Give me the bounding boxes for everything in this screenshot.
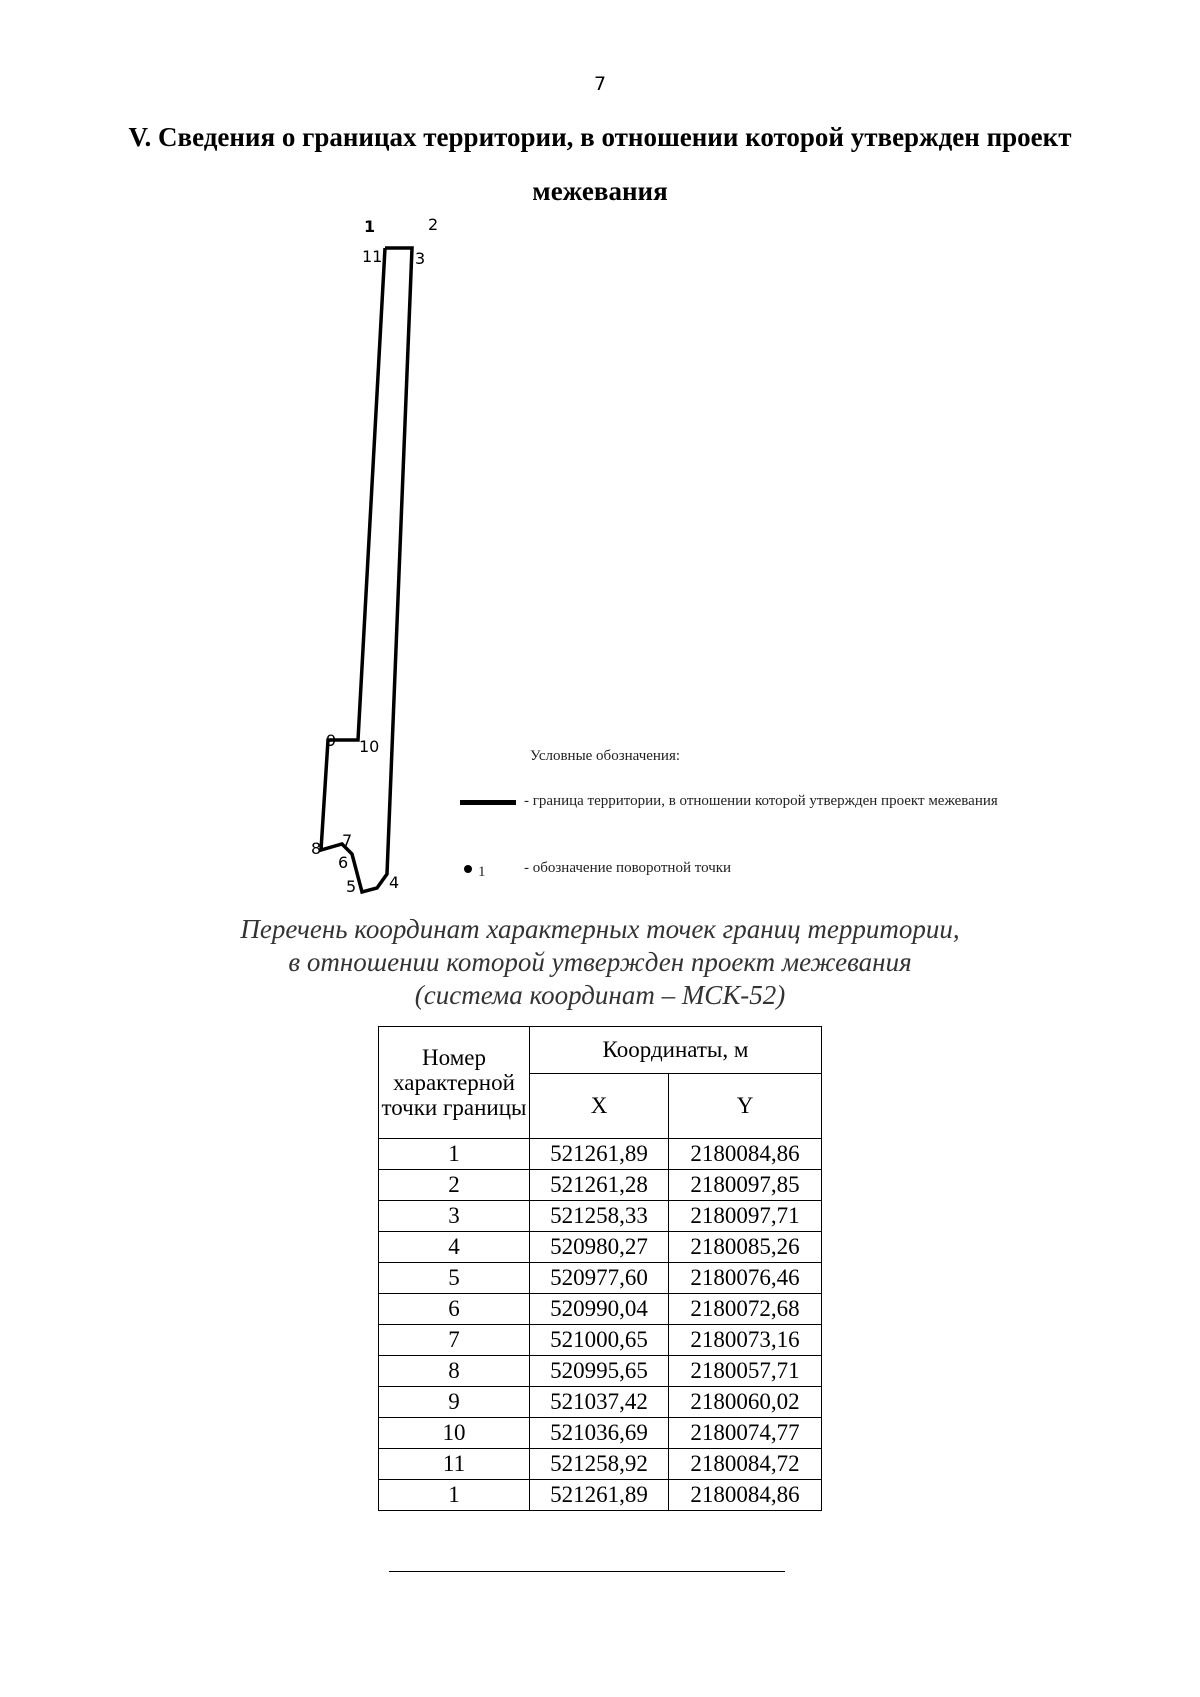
cell-y: 2180073,16 [669,1325,822,1356]
cell-x: 520980,27 [530,1232,669,1263]
table-row [379,1449,822,1480]
cell-point-number: 1 [379,1139,530,1170]
cell-y: 2180057,71 [669,1356,822,1387]
legend-boundary-text: - граница территории, в отношении которой утвержден проект межевания [524,793,998,809]
header-coordinates: Координаты, м [530,1027,822,1074]
header-point-number: Номер характерной точки границы [379,1027,530,1139]
cell-point-number: 7 [379,1325,530,1356]
point-label-9: 9 [326,731,337,750]
cell-point-number: 3 [379,1201,530,1232]
table-row [379,1480,822,1511]
cell-point-number: 6 [379,1294,530,1325]
cell-x: 521261,28 [530,1170,669,1201]
point-label-6: 6 [338,853,349,872]
cell-point-number: 11 [379,1449,530,1480]
point-label-11: 11 [362,247,383,266]
cell-point-number: 2 [379,1170,530,1201]
cell-y: 2180072,68 [669,1294,822,1325]
territory-boundary [321,248,412,892]
legend-point-text: - обозначение поворотной точки [524,860,732,876]
cell-y: 2180076,46 [669,1263,822,1294]
table-row [379,1170,822,1201]
cell-y: 2180084,86 [669,1480,822,1511]
cell-x: 521000,65 [530,1325,669,1356]
point-label-4: 4 [389,873,400,892]
section-title-line2: межевания [532,176,668,206]
cell-x: 520990,04 [530,1294,669,1325]
point-label-5: 5 [346,877,357,896]
table-row [379,1294,822,1325]
cell-point-number: 4 [379,1232,530,1263]
cell-point-number: 9 [379,1387,530,1418]
header-y: Y [669,1074,822,1139]
cell-point-number: 1 [379,1480,530,1511]
cell-x: 521261,89 [530,1139,669,1170]
boundary-plan [0,200,560,900]
point-label-8: 8 [311,839,322,858]
cell-y: 2180060,02 [669,1387,822,1418]
cell-y: 2180084,72 [669,1449,822,1480]
cell-x: 521258,33 [530,1201,669,1232]
point-label-10: 10 [359,737,380,756]
cell-point-number: 10 [379,1418,530,1449]
cell-y: 2180074,77 [669,1418,822,1449]
table-row [379,1139,822,1170]
header-x: X [530,1074,669,1139]
point-label-7: 7 [342,831,353,850]
boundary-line-swatch [460,800,516,805]
table-row [379,1232,822,1263]
cell-y: 2180085,26 [669,1232,822,1263]
table-row [379,1201,822,1232]
cell-y: 2180097,71 [669,1201,822,1232]
cell-x: 521258,92 [530,1449,669,1480]
footer-divider [389,1571,785,1572]
table-row [379,1387,822,1418]
table-row [379,1263,822,1294]
cell-y: 2180084,86 [669,1139,822,1170]
caption-line1: Перечень координат характерных точек границ территории, [240,914,960,944]
table-row [379,1356,822,1387]
legend-title: Условные обозначения: [530,748,681,764]
cell-point-number: 8 [379,1356,530,1387]
turning-point-dot-icon [464,865,472,873]
cell-y: 2180097,85 [669,1170,822,1201]
coordinates-table [378,1026,822,1511]
table-row [379,1418,822,1449]
caption-line2: в отношении которой утвержден проект межевания [288,947,912,977]
cell-x: 521036,69 [530,1418,669,1449]
cell-point-number: 5 [379,1263,530,1294]
caption-line3: (система координат – МСК-52) [414,980,786,1010]
cell-x: 520977,60 [530,1263,669,1294]
table-row [379,1325,822,1356]
page-number: 7 [593,73,607,95]
section-title-line1: V. Сведения о границах территории, в отношении которой утвержден проект [128,122,1072,152]
point-label-3: 3 [415,249,426,268]
legend-point-number: 1 [478,864,486,880]
cell-x: 521261,89 [530,1480,669,1511]
cell-x: 521037,42 [530,1387,669,1418]
cell-x: 520995,65 [530,1356,669,1387]
point-label-1: 1 [364,217,376,236]
point-label-2: 2 [428,215,439,234]
coordinates-caption [100,913,1100,1012]
